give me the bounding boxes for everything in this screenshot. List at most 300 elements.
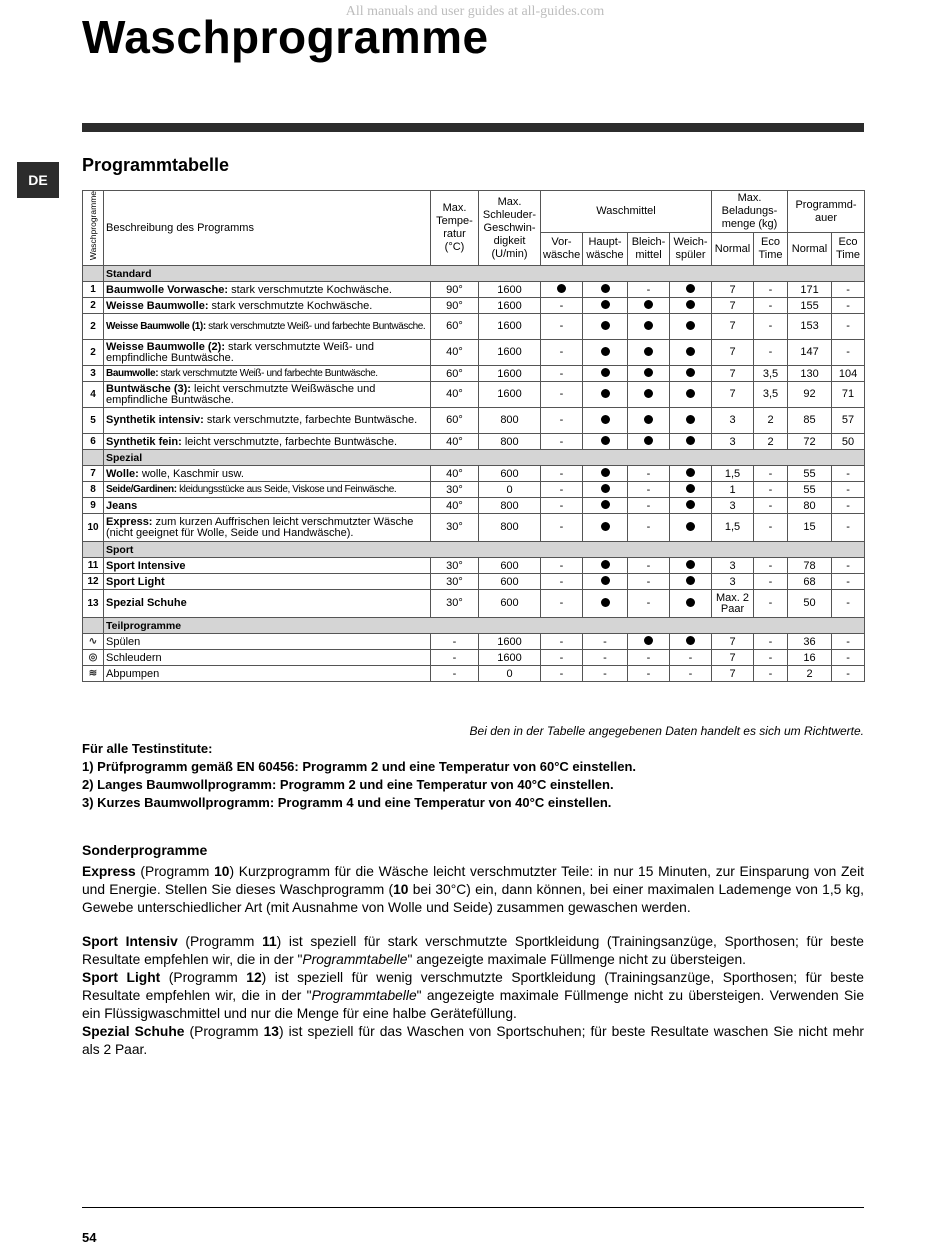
prewash-cell: -	[541, 666, 583, 682]
section-label: Spezial	[104, 450, 865, 466]
program-description	[104, 340, 431, 366]
duration-normal-cell: 78	[788, 558, 832, 574]
duration-eco-cell: -	[832, 514, 865, 542]
bleach-cell: -	[628, 574, 670, 590]
dot-icon	[601, 522, 610, 531]
temp-cell: 30°	[431, 558, 479, 574]
duration-normal-cell: 153	[788, 314, 832, 340]
watermark: All manuals and user guides at all-guides.com	[345, 4, 605, 19]
program-number: 2	[83, 298, 104, 314]
table-row	[83, 482, 865, 498]
prewash-cell: -	[541, 434, 583, 450]
dot-icon	[644, 415, 653, 424]
language-tab: DE	[17, 162, 59, 198]
softener-cell	[670, 314, 712, 340]
program-description	[104, 482, 431, 498]
program-detail: Schleudern	[106, 651, 162, 664]
mainwash-cell	[583, 514, 628, 542]
section-row	[83, 266, 865, 282]
dot-icon	[644, 436, 653, 445]
mainwash-cell	[583, 498, 628, 514]
prewash-cell: -	[541, 340, 583, 366]
load-normal-cell: 1,5	[712, 466, 754, 482]
duration-eco-cell: -	[832, 482, 865, 498]
header-bleach: Bleich- mittel	[628, 233, 670, 266]
mainwash-cell	[583, 282, 628, 298]
duration-eco-cell: -	[832, 314, 865, 340]
prewash-cell: -	[541, 558, 583, 574]
table-row	[83, 340, 865, 366]
temp-cell: -	[431, 650, 479, 666]
temp-cell: 40°	[431, 434, 479, 450]
dot-icon	[601, 436, 610, 445]
softener-cell	[670, 498, 712, 514]
temp-cell: 90°	[431, 298, 479, 314]
dot-icon	[686, 347, 695, 356]
dot-icon	[601, 468, 610, 477]
load-eco-cell: -	[754, 574, 788, 590]
special-programs-title: Sonderprogramme	[82, 842, 208, 858]
dot-icon	[686, 576, 695, 585]
temp-cell: 30°	[431, 514, 479, 542]
dot-icon	[601, 321, 610, 330]
footer-rule	[82, 1207, 864, 1208]
page-title: Waschprogramme	[82, 11, 489, 63]
dot-icon	[686, 484, 695, 493]
load-normal-cell: 3	[712, 434, 754, 450]
table-row	[83, 466, 865, 482]
mainwash-cell	[583, 434, 628, 450]
mainwash-cell	[583, 340, 628, 366]
dot-icon	[601, 500, 610, 509]
program-description	[104, 298, 431, 314]
program-icon-cell	[83, 634, 104, 650]
bleach-cell	[628, 634, 670, 650]
dot-icon	[686, 368, 695, 377]
bleach-cell	[628, 298, 670, 314]
program-detail: zum kurzen Auffrischen leicht verschmutzter Wäsche (nicht geeignet für Wolle, Seide und Handwäsche).	[106, 515, 414, 539]
header-max-temp: Max. Tempe- ratur (°C)	[431, 191, 479, 266]
load-normal-cell: 3	[712, 498, 754, 514]
dot-icon	[601, 560, 610, 569]
table-note: Bei den in der Tabelle angegebenen Daten handelt es sich um Richtwerte.	[469, 724, 864, 738]
bleach-cell: -	[628, 590, 670, 618]
prewash-cell: -	[541, 514, 583, 542]
duration-eco-cell: 104	[832, 366, 865, 382]
program-name: Spezial Schuhe	[106, 597, 187, 609]
dot-icon	[686, 522, 695, 531]
spin-cell: 1600	[479, 340, 541, 366]
section-label: Teilprogramme	[104, 618, 865, 634]
spin-cell: 1600	[479, 382, 541, 408]
load-eco-cell: -	[754, 298, 788, 314]
test-item: 1) Prüfprogramm gemäß EN 60456: Programm 2 und eine Temperatur von 60°C einstellen.	[82, 759, 637, 774]
program-name: Weisse Baumwolle:	[106, 299, 209, 312]
bleach-cell: -	[628, 282, 670, 298]
dot-icon	[601, 284, 610, 293]
bleach-cell	[628, 434, 670, 450]
softener-cell	[670, 574, 712, 590]
program-description	[104, 634, 431, 650]
duration-eco-cell: -	[832, 634, 865, 650]
prewash-cell: -	[541, 314, 583, 340]
load-normal-cell: Max. 2 Paar	[712, 590, 754, 618]
duration-normal-cell: 171	[788, 282, 832, 298]
section-spacer	[83, 450, 104, 466]
spin-cell: 1600	[479, 298, 541, 314]
program-description	[104, 382, 431, 408]
load-normal-cell: 7	[712, 340, 754, 366]
temp-cell: 60°	[431, 366, 479, 382]
header-load-normal: Normal	[712, 233, 754, 266]
table-row	[83, 558, 865, 574]
bleach-cell: -	[628, 558, 670, 574]
header-duration-eco: Eco Time	[832, 233, 865, 266]
dot-icon	[644, 347, 653, 356]
mainwash-cell	[583, 382, 628, 408]
duration-eco-cell: -	[832, 574, 865, 590]
program-description	[104, 590, 431, 618]
program-detail: stark verschmutzte Kochwäsche.	[228, 283, 392, 296]
mainwash-cell	[583, 314, 628, 340]
header-max-spin: Max. Schleuder- Geschwin- digkeit (U/min)	[479, 191, 541, 266]
load-eco-cell: -	[754, 340, 788, 366]
program-name: Baumwolle:	[106, 368, 159, 379]
mainwash-cell	[583, 482, 628, 498]
bleach-cell	[628, 382, 670, 408]
program-name: Weisse Baumwolle (2):	[106, 340, 225, 353]
dot-icon	[601, 576, 610, 585]
dot-icon	[644, 368, 653, 377]
temp-cell: -	[431, 666, 479, 682]
section-label: Sport	[104, 542, 865, 558]
load-normal-cell: 3	[712, 574, 754, 590]
program-description	[104, 282, 431, 298]
table-row	[83, 650, 865, 666]
temp-cell: 40°	[431, 466, 479, 482]
mainwash-cell: -	[583, 634, 628, 650]
test-item: 2) Langes Baumwollprogramm: Programm 2 und eine Temperatur von 40°C einstellen.	[82, 777, 614, 792]
prewash-cell: -	[541, 650, 583, 666]
dot-icon	[644, 321, 653, 330]
dot-icon	[686, 415, 695, 424]
dot-icon	[686, 468, 695, 477]
program-name: Baumwolle Vorwasche:	[106, 283, 229, 296]
temp-cell: 40°	[431, 498, 479, 514]
softener-cell	[670, 298, 712, 314]
duration-eco-cell: -	[832, 282, 865, 298]
program-description	[104, 514, 431, 542]
softener-cell	[670, 366, 712, 382]
program-name: Sport Light	[106, 575, 165, 588]
program-description	[104, 366, 431, 382]
softener-cell: -	[670, 666, 712, 682]
section-row	[83, 618, 865, 634]
load-normal-cell: 1	[712, 482, 754, 498]
table-row	[83, 634, 865, 650]
table-row	[83, 498, 865, 514]
program-detail: stark verschmutzte Weiß- und farbechte Buntwäsche.	[205, 321, 426, 332]
mainwash-cell: -	[583, 666, 628, 682]
test-heading: Für alle Testinstitute:	[82, 741, 213, 756]
dot-icon	[601, 368, 610, 377]
duration-eco-cell: 57	[832, 408, 865, 434]
spin-cell: 1600	[479, 282, 541, 298]
program-name: Synthetik intensiv:	[106, 414, 204, 426]
spin-cell: 600	[479, 574, 541, 590]
duration-normal-cell: 16	[788, 650, 832, 666]
softener-cell	[670, 408, 712, 434]
table-row	[83, 282, 865, 298]
program-detail: leicht verschmutzte Weißwäsche und empfindliche Buntwäsche.	[106, 382, 376, 406]
prewash-cell: -	[541, 382, 583, 408]
softener-cell	[670, 382, 712, 408]
prewash-cell	[541, 282, 583, 298]
spin-cell: 1600	[479, 314, 541, 340]
section-label: Standard	[104, 266, 865, 282]
load-normal-cell: 7	[712, 650, 754, 666]
table-row	[83, 514, 865, 542]
table-row	[83, 314, 865, 340]
mainwash-cell	[583, 366, 628, 382]
softener-cell	[670, 434, 712, 450]
section-row	[83, 542, 865, 558]
dot-icon	[686, 389, 695, 398]
spin-cell: 800	[479, 408, 541, 434]
dot-icon	[686, 560, 695, 569]
dot-icon	[601, 484, 610, 493]
softener-cell	[670, 514, 712, 542]
dot-icon	[686, 436, 695, 445]
table-row	[83, 382, 865, 408]
program-number: 4	[83, 382, 104, 408]
sport-intensiv-paragraph: Sport Intensiv (Programm 11) ist speziell für stark verschmutzte Sportkleidung (Trainingsanzüge, Sporthosen; für beste Resultate empfehlen wir, die in der "Programmtabelle" angezeigte maximale Füllmenge nicht zu übersteigen.	[82, 934, 864, 967]
dot-icon	[686, 321, 695, 330]
bleach-cell: -	[628, 666, 670, 682]
program-detail: Spülen	[106, 635, 141, 648]
duration-normal-cell: 130	[788, 366, 832, 382]
program-name: Buntwäsche (3):	[106, 382, 191, 395]
duration-eco-cell: -	[832, 650, 865, 666]
mainwash-cell	[583, 408, 628, 434]
spin-cell: 800	[479, 514, 541, 542]
program-number: 13	[83, 590, 104, 618]
load-eco-cell: -	[754, 514, 788, 542]
dot-icon	[686, 636, 695, 645]
program-description	[104, 408, 431, 434]
program-description	[104, 434, 431, 450]
mainwash-cell	[583, 574, 628, 590]
dot-icon	[644, 389, 653, 398]
table-row	[83, 590, 865, 618]
prewash-cell: -	[541, 574, 583, 590]
program-detail: wolle, Kaschmir usw.	[138, 467, 244, 480]
bleach-cell: -	[628, 498, 670, 514]
spin-cell: 600	[479, 558, 541, 574]
program-description	[104, 498, 431, 514]
spezial-schuhe-paragraph: Spezial Schuhe (Programm 13) ist speziell für das Waschen von Sportschuhen; für beste Resultate waschen Sie nicht mehr als 2 Paar.	[82, 1024, 864, 1057]
temp-cell: 40°	[431, 340, 479, 366]
load-normal-cell: 7	[712, 366, 754, 382]
temp-cell: 40°	[431, 382, 479, 408]
prewash-cell: -	[541, 634, 583, 650]
header-duration: Programmd- auer	[788, 191, 865, 233]
softener-cell	[670, 482, 712, 498]
spin-cell: 1600	[479, 650, 541, 666]
rinse-icon: ∿	[88, 636, 98, 647]
header-prewash: Vor- wäsche	[541, 233, 583, 266]
load-normal-cell: 7	[712, 314, 754, 340]
spin-cell: 0	[479, 482, 541, 498]
program-name: Wolle:	[106, 467, 139, 480]
program-description	[104, 314, 431, 340]
program-number: 5	[83, 408, 104, 434]
program-detail: stark verschmutzte, farbechte Buntwäsche.	[203, 414, 418, 426]
load-eco-cell: -	[754, 558, 788, 574]
softener-cell	[670, 590, 712, 618]
program-detail: stark verschmutzte Weiß- und farbechte Buntwäsche.	[158, 368, 378, 379]
duration-normal-cell: 85	[788, 408, 832, 434]
mainwash-cell: -	[583, 650, 628, 666]
softener-cell	[670, 634, 712, 650]
duration-normal-cell: 147	[788, 340, 832, 366]
duration-normal-cell: 55	[788, 482, 832, 498]
load-normal-cell: 7	[712, 382, 754, 408]
table-row	[83, 574, 865, 590]
temp-cell: 30°	[431, 590, 479, 618]
prewash-cell: -	[541, 590, 583, 618]
dot-icon	[644, 300, 653, 309]
program-description	[104, 650, 431, 666]
header-load-eco: Eco Time	[754, 233, 788, 266]
table-row	[83, 434, 865, 450]
bleach-cell: -	[628, 466, 670, 482]
duration-normal-cell: 36	[788, 634, 832, 650]
sport-light-paragraph: Sport Light (Programm 12) ist speziell für wenig verschmutzte Sportkleidung (Trainingsanzüge, Sporthosen; für beste Resultate empfehlen wir, die in der "Programmtabelle" angezeigte maximale Füllmenge nicht zu übersteigen. Verwenden Sie ein Flüssigwaschmittel und nur die Menge für eine halbe Gerätefüllung.	[82, 970, 864, 1021]
load-eco-cell: 2	[754, 408, 788, 434]
section-spacer	[83, 542, 104, 558]
header-mainwash: Haupt- wäsche	[583, 233, 628, 266]
load-normal-cell: 3	[712, 408, 754, 434]
table-row	[83, 366, 865, 382]
bleach-cell	[628, 314, 670, 340]
program-detail: stark verschmutzte Kochwäsche.	[208, 299, 373, 312]
header-detergent: Waschmittel	[541, 191, 712, 233]
program-number: 6	[83, 434, 104, 450]
load-eco-cell: -	[754, 634, 788, 650]
page-number: 54	[82, 1230, 97, 1245]
duration-eco-cell: -	[832, 558, 865, 574]
test-institutes	[82, 740, 636, 812]
program-number: 10	[83, 514, 104, 542]
program-number: 7	[83, 466, 104, 482]
program-table	[82, 190, 865, 682]
section-spacer	[83, 266, 104, 282]
dot-icon	[557, 284, 566, 293]
program-detail: kleidungsstücke aus Seide, Viskose und Feinwäsche.	[176, 484, 397, 495]
temp-cell: 60°	[431, 314, 479, 340]
bleach-cell: -	[628, 482, 670, 498]
program-description	[104, 466, 431, 482]
duration-eco-cell: -	[832, 666, 865, 682]
spin-cell: 800	[479, 434, 541, 450]
prewash-cell: -	[541, 298, 583, 314]
program-number: 9	[83, 498, 104, 514]
load-eco-cell: -	[754, 466, 788, 482]
load-normal-cell: 7	[712, 282, 754, 298]
dot-icon	[601, 415, 610, 424]
duration-eco-cell: -	[832, 340, 865, 366]
dot-icon	[601, 347, 610, 356]
softener-cell	[670, 558, 712, 574]
program-name: Express:	[106, 515, 153, 528]
prewash-cell: -	[541, 366, 583, 382]
prewash-cell: -	[541, 498, 583, 514]
duration-eco-cell: -	[832, 590, 865, 618]
load-eco-cell: -	[754, 590, 788, 618]
load-normal-cell: 7	[712, 298, 754, 314]
duration-eco-cell: -	[832, 498, 865, 514]
temp-cell: 60°	[431, 408, 479, 434]
title-rule	[82, 123, 864, 132]
load-normal-cell: 1,5	[712, 514, 754, 542]
program-number: 12	[83, 574, 104, 590]
dot-icon	[601, 300, 610, 309]
spin-icon: ◎	[88, 652, 98, 663]
table-row	[83, 298, 865, 314]
load-normal-cell: 7	[712, 666, 754, 682]
program-number: 8	[83, 482, 104, 498]
prewash-cell: -	[541, 466, 583, 482]
program-name: Sport Intensive	[106, 559, 186, 572]
duration-normal-cell: 80	[788, 498, 832, 514]
spin-cell: 1600	[479, 366, 541, 382]
spin-cell: 600	[479, 590, 541, 618]
express-paragraph: Express (Programm 10) Kurzprogramm für die Wäsche leicht verschmutzter Teile: in nur 15 Minuten, zur Einsparung von Zeit und Energie. Stellen Sie dieses Waschprogramm (10 bei 30°C) ein, dann können, bei einer maximalen Lademenge von 1,5 kg, Gewebe unterschiedlicher Art (mit Ausnahme von Wolle und Seide) zusammen gewaschen werden.	[82, 864, 864, 915]
dot-icon	[601, 598, 610, 607]
header-max-load: Max. Beladungs- menge (kg)	[712, 191, 788, 233]
duration-normal-cell: 50	[788, 590, 832, 618]
duration-eco-cell: 71	[832, 382, 865, 408]
program-name: Weisse Baumwolle (1):	[106, 321, 206, 332]
mainwash-cell	[583, 590, 628, 618]
temp-cell: -	[431, 634, 479, 650]
header-vertical: Waschprogramme	[83, 191, 104, 266]
softener-cell: -	[670, 650, 712, 666]
duration-normal-cell: 72	[788, 434, 832, 450]
program-icon-cell	[83, 666, 104, 682]
program-name: Jeans	[106, 499, 138, 512]
load-normal-cell: 3	[712, 558, 754, 574]
program-name: Synthetik fein:	[106, 435, 182, 448]
dot-icon	[686, 284, 695, 293]
dot-icon	[601, 389, 610, 398]
prewash-cell: -	[541, 408, 583, 434]
table-row	[83, 408, 865, 434]
dot-icon	[686, 300, 695, 309]
mainwash-cell	[583, 298, 628, 314]
load-eco-cell: -	[754, 666, 788, 682]
softener-cell	[670, 466, 712, 482]
bleach-cell	[628, 340, 670, 366]
duration-normal-cell: 155	[788, 298, 832, 314]
duration-eco-cell: -	[832, 466, 865, 482]
program-number: 1	[83, 282, 104, 298]
duration-eco-cell: 50	[832, 434, 865, 450]
load-eco-cell: -	[754, 650, 788, 666]
program-description	[104, 666, 431, 682]
program-detail: stark verschmutzte Weiß- und empfindliche Buntwäsche.	[106, 340, 374, 364]
